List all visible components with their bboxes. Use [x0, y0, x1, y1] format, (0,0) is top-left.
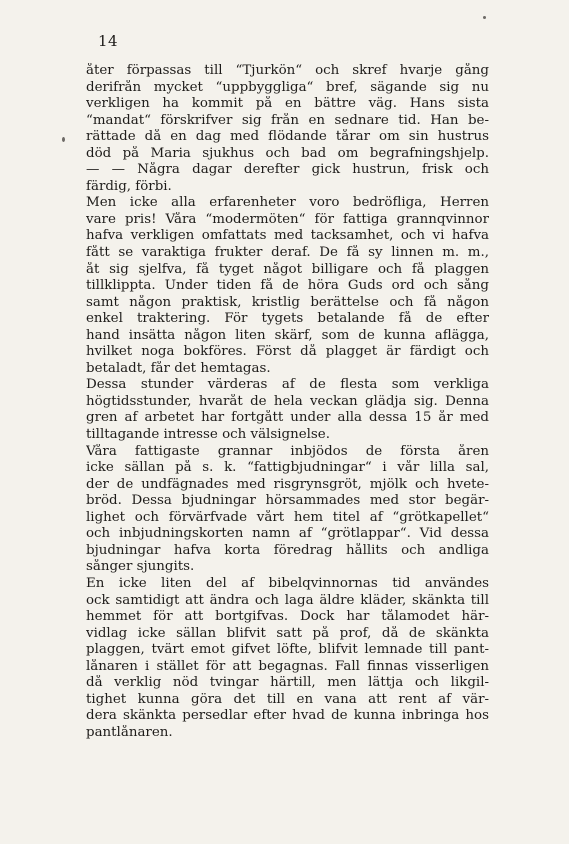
text-line: — — Några dagar derefter gick hustrun, frisk och: [86, 162, 489, 178]
text-line: fått se varaktiga frukter deraf. De få sy linnen m. m.,: [86, 245, 489, 261]
text-line: der de undfägnades med risgrynsgröt, mjölk och hvete-: [86, 476, 489, 492]
text-line: vare pris! Våra “modermöten“ för fattiga grannqvinnor: [86, 211, 489, 227]
text-line: hvilket noga bokföres. Först då plagget är färdigt och: [86, 344, 489, 360]
text-line: dera skänkta persedlar efter hvad de kunna inbringa hos: [86, 708, 489, 724]
text-line: Men icke alla erfarenheter voro bedröfliga, Herren: [86, 195, 489, 211]
text-line: enkel traktering. För tygets betalande få de efter: [86, 311, 489, 327]
text-line: hafva verkligen omfattats med tacksamhet, och vi hafva: [86, 228, 489, 244]
text-line: åter förpassas till “Tjurkön“ och skref hvarje gång: [86, 63, 489, 78]
paper-speck: [62, 137, 65, 142]
text-line: Våra fattigaste grannar inbjödos de första åren: [86, 443, 489, 459]
text-line: “mandat“ förskrifver sig från en sednare tid. Han be-: [86, 112, 489, 128]
text-line: lighet och förvärfvade vårt hem titel af “grötkapellet“: [86, 509, 489, 525]
text-line: plaggen, tvärt emot gifvet löfte, blifvit lemnade till pant-: [86, 642, 489, 658]
text-line: hemmet för att bortgifvas. Dock har tålamodet här-: [86, 609, 489, 625]
text-line: lånaren i stället för att begagnas. Fall finnas visserligen: [86, 658, 489, 674]
text-line: tilltagande intresse och välsignelse.: [86, 427, 330, 443]
text-line: betaladt, får det hemtagas.: [86, 360, 271, 376]
text-line: pantlånaren.: [86, 724, 173, 740]
text-line: tighet kunna göra det till en vana att rent af vär-: [86, 691, 489, 707]
paper-speck: [483, 16, 486, 19]
text-line: verkligen ha kommit på en bättre väg. Hans sista: [86, 96, 489, 112]
text-line: högtidsstunder, hvaråt de hela veckan glädja sig. Denna: [86, 393, 489, 409]
text-line: derifrån mycket “uppbyggliga“ bref, sägande sig nu: [86, 79, 489, 95]
text-line: icke sällan på s. k. “fattigbjudningar“ i vår lilla sal,: [86, 460, 489, 476]
text-line: tillklippta. Under tiden få de höra Guds ord och sång: [86, 278, 489, 294]
text-line: bjudningar hafva korta föredrag hållits och andliga: [86, 542, 489, 558]
text-line: vidlag icke sällan blifvit satt på prof, då de skänkta: [86, 625, 489, 641]
body-text: [86, 63, 489, 741]
text-line: död på Maria sjukhus och bad om begrafningshjelp.: [86, 145, 489, 161]
text-line: bröd. Dessa bjudningar hörsammades med stor begär-: [86, 493, 489, 509]
text-line: ock samtidigt att ändra och laga äldre kläder, skänkta till: [86, 592, 489, 608]
text-line: En icke liten del af bibelqvinnornas tid användes: [86, 575, 489, 591]
text-line: samt någon praktisk, kristlig berättelse och få någon: [86, 294, 489, 310]
text-line: rättade då en dag med flödande tårar om sin hustrus: [86, 129, 489, 145]
text-line: åt sig sjelfva, få tyget något billigare och få plaggen: [86, 261, 489, 277]
text-line: då verklig nöd tvingar härtill, men lättja och likgil-: [86, 675, 489, 691]
page-number: 14: [98, 32, 119, 50]
text-line: färdig, förbi.: [86, 178, 172, 194]
text-line: sånger sjungits.: [86, 559, 195, 575]
text-line: gren af arbetet har fortgått under alla dessa 15 år med: [86, 410, 489, 426]
text-line: Dessa stunder värderas af de flesta som verkliga: [86, 377, 489, 393]
text-line: och inbjudningskorten namn af “grötlappar“. Vid dessa: [86, 526, 489, 542]
text-line: hand insätta någon liten skärf, som de kunna aflägga,: [86, 327, 489, 343]
